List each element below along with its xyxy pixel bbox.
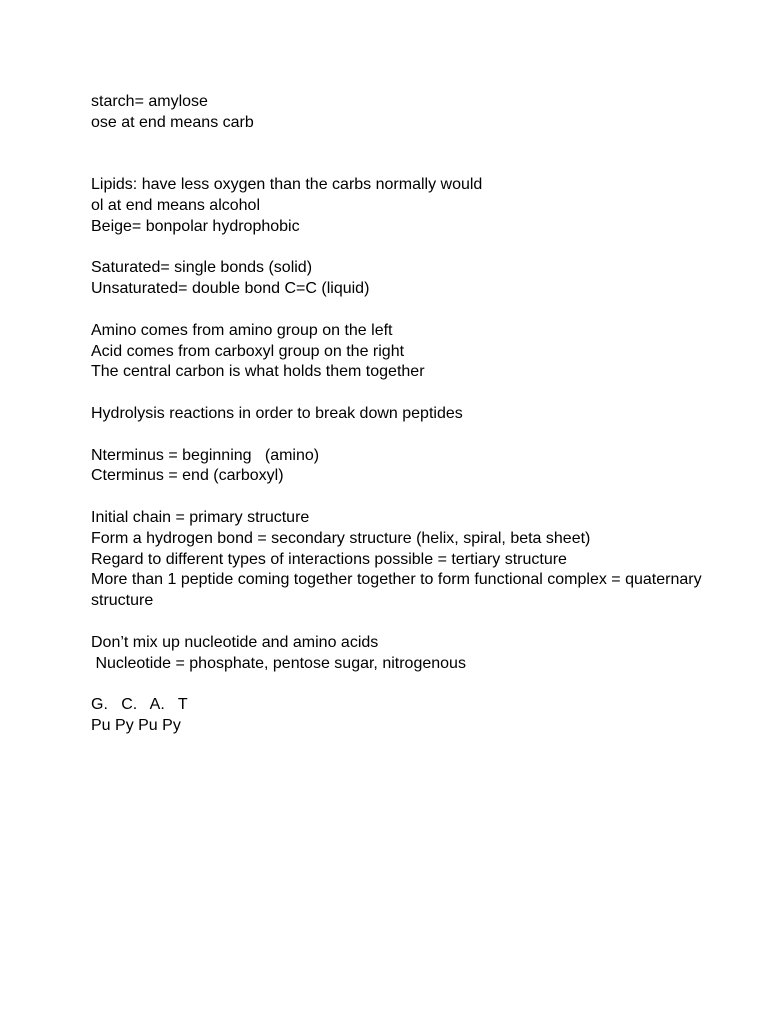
text-line: Beige= bonpolar hydrophobic bbox=[91, 217, 300, 235]
text-line: Initial chain = primary structure bbox=[91, 508, 310, 526]
blank-line bbox=[91, 674, 711, 695]
text-line: Pu Py Pu Py bbox=[91, 716, 181, 734]
blank-line bbox=[91, 300, 711, 321]
blank-line bbox=[91, 383, 711, 404]
notes-text bbox=[91, 92, 711, 737]
text-line: Lipids: have less oxygen than the carbs normally would bbox=[91, 176, 483, 194]
blank-line bbox=[91, 487, 711, 508]
blank-line bbox=[91, 425, 711, 446]
text-line: Nterminus = beginning (amino) bbox=[91, 446, 320, 464]
text-line: G. C. A. T bbox=[91, 696, 188, 714]
text-line: ose at end means carb bbox=[91, 113, 254, 131]
text-line: The central carbon is what holds them together bbox=[91, 363, 425, 381]
blank-line bbox=[91, 154, 711, 175]
text-line: Form a hydrogen bond = secondary structure (helix, spiral, beta sheet) bbox=[91, 529, 591, 547]
text-line: starch= amylose bbox=[91, 93, 208, 110]
text-line: Nucleotide = phosphate, pentose sugar, nitrogenous bbox=[91, 654, 466, 672]
text-line: ol at end means alcohol bbox=[91, 196, 260, 214]
text-line: More than 1 peptide coming together together to form functional complex = quaternary structure bbox=[91, 571, 702, 610]
text-line: Cterminus = end (carboxyl) bbox=[91, 467, 284, 485]
blank-line bbox=[91, 238, 711, 259]
blank-line bbox=[91, 134, 711, 155]
text-line: Acid comes from carboxyl group on the right bbox=[91, 342, 405, 360]
text-line: Amino comes from amino group on the left bbox=[91, 321, 393, 339]
text-line: Regard to different types of interactions possible = tertiary structure bbox=[91, 550, 567, 568]
blank-line bbox=[91, 612, 711, 633]
text-line: Hydrolysis reactions in order to break down peptides bbox=[91, 404, 463, 422]
text-line: Unsaturated= double bond C=C (liquid) bbox=[91, 280, 370, 298]
text-line: Don’t mix up nucleotide and amino acids bbox=[91, 633, 379, 651]
text-line: Saturated= single bonds (solid) bbox=[91, 259, 313, 277]
